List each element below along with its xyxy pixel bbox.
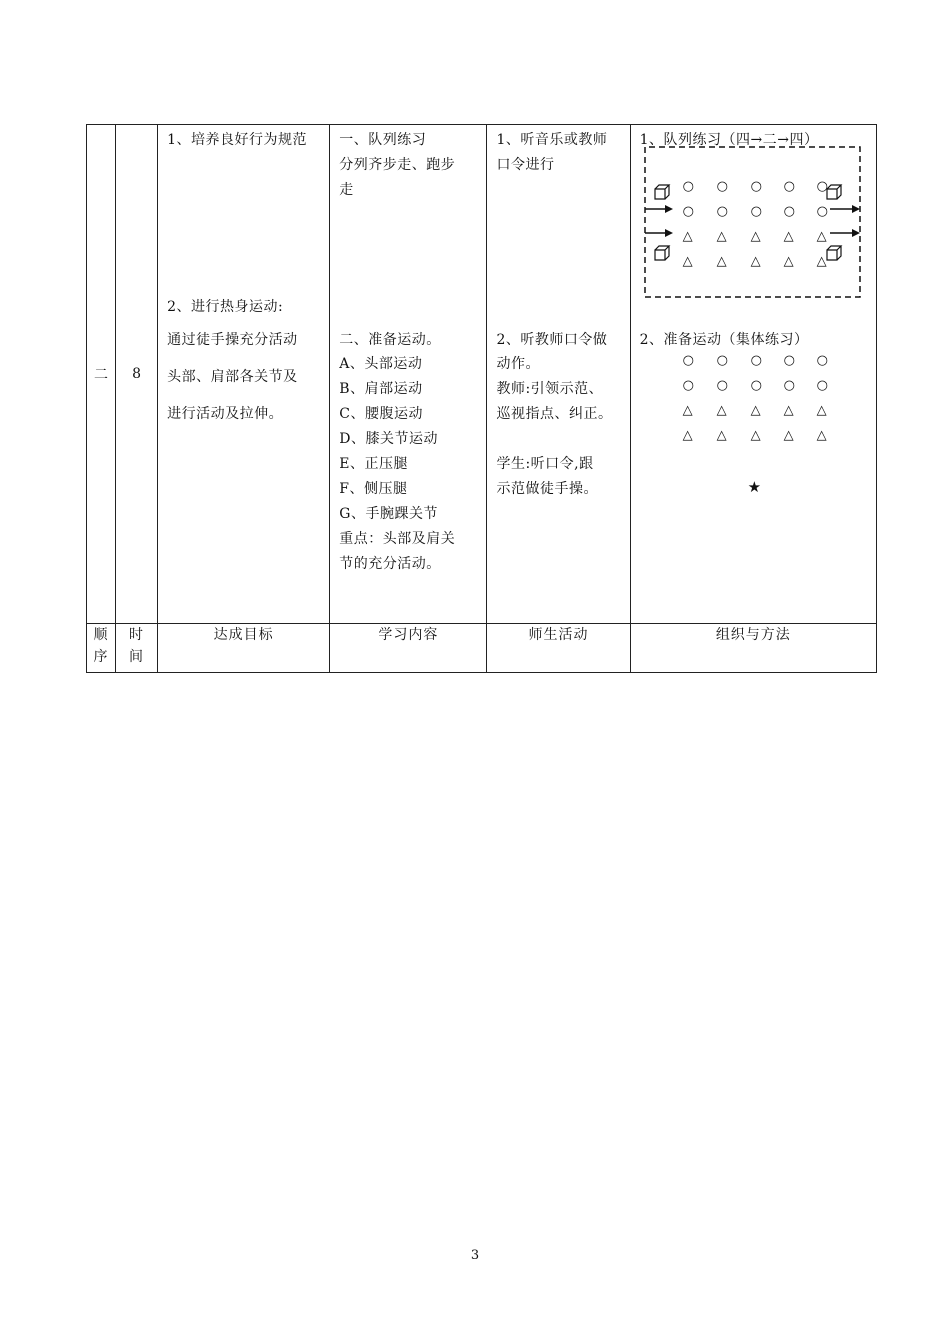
triangle-mark: △ <box>816 428 828 443</box>
header-time <box>116 624 158 673</box>
header-time-char: 间 <box>129 649 145 665</box>
drill-boundary <box>645 147 860 297</box>
table-header-row <box>87 624 877 673</box>
circle-mark: ○ <box>783 204 796 219</box>
circle-mark: ○ <box>816 353 829 368</box>
header-sequence-char: 顺 <box>93 627 109 643</box>
cone-marker-icon <box>655 246 669 260</box>
circle-mark: ○ <box>783 179 796 194</box>
triangle-mark: △ <box>816 254 828 269</box>
arrow-head-icon <box>852 229 860 237</box>
header-sequence-char: 序 <box>93 649 109 665</box>
circle-mark: ○ <box>682 204 695 219</box>
circle-mark: ○ <box>783 353 796 368</box>
content-line: A、头部运动 <box>339 356 423 372</box>
header-activity: 师生活动 <box>487 624 630 673</box>
activity-line: 2、听教师口令做 <box>496 332 608 348</box>
goal-line: 通过徒手操充分活动 <box>167 332 298 348</box>
triangle-mark: △ <box>682 229 694 244</box>
activity-line: 学生:听口令,跟 <box>496 456 594 472</box>
organization-cell <box>630 125 876 624</box>
content-line: 二、准备运动。 <box>339 332 441 348</box>
drill-title: 1、队列练习（四→二→四） <box>639 132 819 148</box>
content-line: 分列齐步走、跑步 <box>339 157 456 173</box>
activity-line: 巡视指点、纠正。 <box>496 406 613 422</box>
circle-mark: ○ <box>783 378 796 393</box>
triangle-mark: △ <box>783 254 795 269</box>
goal-line: 头部、肩部各关节及 <box>167 369 298 385</box>
arrow-head-icon <box>665 229 673 237</box>
content-line: G、手腕踝关节 <box>339 506 438 522</box>
header-sequence <box>87 624 116 673</box>
circle-mark: ○ <box>750 179 763 194</box>
lesson-section-row <box>87 125 877 624</box>
lesson-plan-table <box>86 124 877 673</box>
header-time-char: 时 <box>129 627 145 643</box>
content-cell <box>330 125 487 624</box>
circle-mark: ○ <box>716 204 729 219</box>
content-line: 重点：头部及肩关 <box>339 531 456 547</box>
time-cell <box>116 125 158 624</box>
circle-mark: ○ <box>682 353 695 368</box>
triangle-mark: △ <box>682 428 694 443</box>
activity-cell <box>487 125 630 624</box>
warmup-title: 2、准备运动（集体练习） <box>639 332 809 348</box>
triangle-mark: △ <box>750 428 762 443</box>
page-number: 3 <box>470 1248 480 1263</box>
circle-mark: ○ <box>750 378 763 393</box>
time-value: 8 <box>132 366 142 382</box>
cone-marker-icon <box>827 185 841 199</box>
triangle-mark: △ <box>682 254 694 269</box>
content-line: 节的充分活动。 <box>339 556 441 572</box>
triangle-mark: △ <box>716 254 728 269</box>
circle-mark: ○ <box>682 179 695 194</box>
triangle-mark: △ <box>783 229 795 244</box>
triangle-mark: △ <box>750 403 762 418</box>
circle-mark: ○ <box>816 204 829 219</box>
circle-mark: ○ <box>682 378 695 393</box>
content-line: F、侧压腿 <box>339 481 408 497</box>
triangle-mark: △ <box>750 229 762 244</box>
circle-mark: ○ <box>816 378 829 393</box>
triangle-mark: △ <box>750 254 762 269</box>
circle-mark: ○ <box>716 378 729 393</box>
header-organization: 组织与方法 <box>630 624 876 673</box>
content-line: 走 <box>339 182 354 198</box>
teacher-star-icon: ★ <box>747 478 762 496</box>
content-line: E、正压腿 <box>339 456 409 472</box>
triangle-mark: △ <box>682 403 694 418</box>
triangle-mark: △ <box>716 229 728 244</box>
triangle-mark: △ <box>716 403 728 418</box>
sequence-cell <box>87 125 116 624</box>
activity-line: 动作。 <box>496 356 540 372</box>
triangle-mark: △ <box>816 229 828 244</box>
dashed-boundary <box>645 147 860 297</box>
circle-mark: ○ <box>816 179 829 194</box>
goal-line: 1、培养良好行为规范 <box>167 132 307 148</box>
content-line: D、膝关节运动 <box>339 431 439 447</box>
cone-marker-icon <box>827 246 841 260</box>
header-content: 学习内容 <box>330 624 487 673</box>
marker-cubes <box>655 185 841 260</box>
circle-mark: ○ <box>750 353 763 368</box>
triangle-mark: △ <box>816 403 828 418</box>
circle-mark: ○ <box>716 353 729 368</box>
cone-marker-icon <box>655 185 669 199</box>
activity-line: 1、听音乐或教师 <box>496 132 608 148</box>
circle-mark: ○ <box>750 204 763 219</box>
header-goal: 达成目标 <box>158 624 330 673</box>
activity-line: 口令进行 <box>496 157 555 173</box>
activity-line: 教师:引领示范、 <box>496 381 604 397</box>
triangle-mark: △ <box>783 403 795 418</box>
circle-mark: ○ <box>716 179 729 194</box>
arrow-head-icon <box>665 205 673 213</box>
triangle-mark: △ <box>716 428 728 443</box>
formation-diagram <box>631 125 877 623</box>
content-line: B、肩部运动 <box>339 381 423 397</box>
arrow-head-icon <box>852 205 860 213</box>
triangle-mark: △ <box>783 428 795 443</box>
content-line: 一、队列练习 <box>339 132 427 148</box>
content-line: C、腰腹运动 <box>339 406 423 422</box>
activity-line: 示范做徒手操。 <box>496 481 598 497</box>
goal-line: 2、进行热身运动: <box>167 299 284 315</box>
goal-line: 进行活动及拉伸。 <box>167 406 284 422</box>
sequence-value: 二 <box>94 367 109 383</box>
goal-cell <box>158 125 330 624</box>
